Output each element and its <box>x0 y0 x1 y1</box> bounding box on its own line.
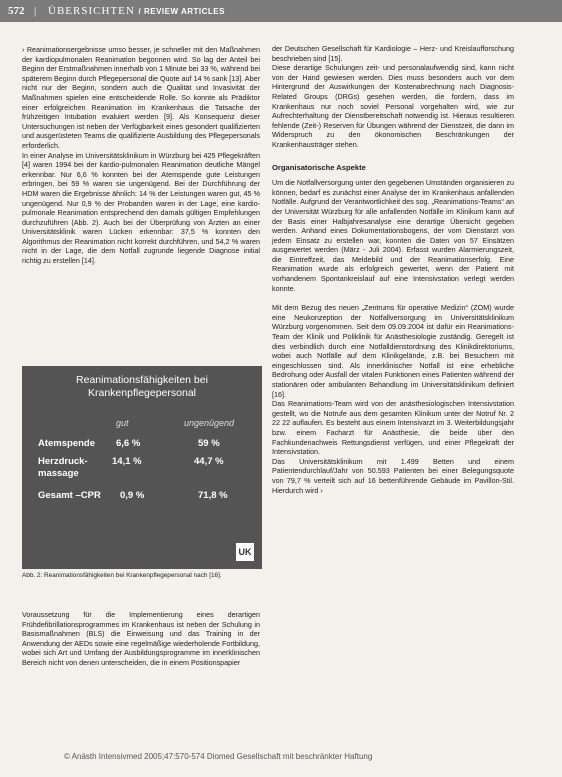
page-footer: © Anästh Intensivmed 2005;47:570-574 Diomed Gesellschaft mit beschränkter Haftung <box>64 752 373 761</box>
row-label-herzdruckmassage: Herzdruck- massage <box>38 456 88 479</box>
paragraph: Um die Notfallversorgung unter den gegebenen Umständen organisieren zu können, bedarf es zunächst einer Analyse der im Krankenhaus anfallenden Notfälle. Aufgrund der Verantwortlichkeit des sog. „Reanimations-Teams“ an der Universität Würzburg für alle anfallenden Notfälle im Klinikum kann auf der Basis einer Halbjahresanalyse eine derartige Übersicht gegeben werden. Anhand eines Dokumentationsbogens, der vom Dienstarzt von jedem Einsatz zu erstellen war, konnten die Daten von 57 Einsätzen ausgewertet werden (März - Juli 2004). Erfasst wurden Alarmierungszeit, die Eintreffzeit, das Meldebild und der Reanimationserfolg. Eine Reanimation wurde als erfolgreich gewertet, wenn der Patient mit vorhandenem Spontankreislauf auf eine Intensivstation verlegt werden konnte. <box>272 178 514 293</box>
row-value-bad: 59 % <box>198 438 220 449</box>
section-title: ÜBERSICHTEN / REVIEW ARTICLES <box>48 5 225 17</box>
column-header-bad: ungenügend <box>184 418 235 428</box>
row-value-bad: 71,8 % <box>198 490 228 501</box>
row-value-bad: 44,7 % <box>194 456 224 467</box>
figure-title: Reanimationsfähigkeiten bei Krankenpflegepersonal <box>76 374 208 399</box>
paragraph: Mit dem Bezug des neuen „Zentrums für operative Medizin“ (ZOM) wurde eine Neukonzeption der Notfallversorgung im Universitätsklinikum Würzburg vorgenommen. Seit dem 09.09.2004 ist dafür ein Reanimations-Team der Klinik und Poliklinik für Anästhesiologie zuständig. Geregelt ist dies verbindlich durch eine Notfalldienstordnung des Klinikdirektoriums, wobei auch Notfälle auf dem Klinikgelände, z.B. bei Besuchern mit eingeschlossen sind. Als innerklinischer Notfall ist eine erhebliche Bedrohung oder Ausfall der vitalen Funktionen eines Patienten während der stationären oder ambulanten Behandlung im Universitätsklinikum definiert [16]. <box>272 303 514 399</box>
row-label-atemspende: Atemspende <box>38 438 96 449</box>
left-column <box>22 45 260 266</box>
right-column <box>272 44 514 495</box>
page-header <box>0 0 562 22</box>
row-label-gesamt-cpr: Gesamt –CPR <box>38 490 101 501</box>
left-column-continued <box>22 610 260 668</box>
header-separator: | <box>34 5 37 17</box>
paragraph: Voraussetzung für die Implementierung eines derartigen Frühdefibrillationsprogrammes im Krankenhaus ist neben der Schulung in Basismaßnahmen (BLS) die Einweisung und das Training in der Anwendung der AEDs sowie eine regelmäßige wiederholende Fortbildung, wobei sich Art und Umfang der Ausbildungsprogramme im innerklinischen Bereich nicht von denen unterscheiden, die in einem Positionspapier <box>22 610 260 667</box>
paragraph: In einer Analyse im Universitätsklinikum in Würzburg bei 425 Pflegekräften [4] waren 1994 bei der kardio-pulmonalen Reanimation deutliche Mängel erkennbar. Nur 6,6 % konnten bei der Atemspende gute Leistungen erbringen, bei 59 % waren sie ungenügend. Bei der Durchführung der HDM waren die Ergebnisse ähnlich: 14 % der Leistungen waren gut, 45 % ungenügend. Nur 0,9 % der Probanden waren in der Lage, eine kardio-pulmonale Reanimation entsprechend den damals gültigen Empfehlungen durchzuführen (Abb. 2). Auch bei der Überprüfung von Ärzten an einer Universitätsklinik waren Lücken erkennbar: 37,5 % konnten den Algorithmus der Reanimation nicht korrekt durchführen, und 54,2 % waren nicht in der Lage, die dem Notfall zugrunde liegende Diagnose initial richtig zu erstellen [14]. <box>22 150 260 266</box>
paragraph: Das Universitätsklinikum mit 1.499 Betten und einem Patientendurchlauf/Jahr von 50.593 Patienten bei einer Belegungsquote von 79,7 % verteilt sich auf 16 bettenführende Gebäude im Pavillon-Stil. Hierdurch wird › <box>272 456 514 495</box>
paragraph: Das Reanimations-Team wird von der anästhesiologischen Intensivstation gestellt, wo die Notrufe aus dem gesamten Klinikum unter der Notruf Nr. 2 22 22 auflaufen. Es besteht aus einem Intensivarzt im 3. Weiterbildungsjahr bzw. einem Facharzt für Anästhesie, die beide über den Fachkundenachweis Rettungsdienst verfügen, und einer Pflegekraft der Intensivstation. <box>272 399 514 457</box>
section-heading: Organisatorische Aspekte <box>272 162 366 172</box>
row-value-good: 14,1 % <box>112 456 142 467</box>
figure-reanimation-skills <box>22 366 262 569</box>
page-number: 572 <box>8 5 25 17</box>
paragraph: Diese derartige Schulungen zeit- und personalaufwendig sind, kann nicht von der Hand gewiesen werden. Dies muss besonders auch vor dem Hintergrund der Auswirkungen der Kostenabrechnung nach Diagnosis-Related Groups (DRGs) gesehen werden, die fordern, dass im Krankenhaus nur noch soviel Personal vorgehalten wird, wie zur Aufrechterhaltung der Dienstbereitschaft notwendig ist. Hieraus resultieren fehlende (Zeit-) Reserven für Übungen während der Dienstzeit, die dann im Widerspruch zu den ökonomischen Beschränkungen der Krankenhausträger stehen. <box>272 63 514 149</box>
paragraph: der Deutschen Gesellschaft für Kardiologie – Herz- und Kreislaufforschung beschrieben sind [15]. <box>272 44 514 63</box>
row-value-good: 0,9 % <box>120 490 145 501</box>
row-value-good: 6,6 % <box>116 438 141 449</box>
subsection-title: / REVIEW ARTICLES <box>138 7 225 16</box>
column-header-good: gut <box>116 418 129 428</box>
university-logo: UK <box>236 543 254 561</box>
paragraph: › Reanimationsergebnisse umso besser, je schneller mit den Maßnahmen der kardiopulmonalen Reanimation begonnen wird. So lag der Anteil bei Beginn der Erstmaßnahmen innerhalb von 1 Minute bei 33 %, während bei späterem Beginn durch Pflegepersonal die Quote auf 14 % sank [13]. Aber nicht nur der Beginn, sondern auch die Qualität und Invasivität der Maßnahmen spielen eine entscheidende Rolle. So konnte als Prädiktor einer erfolgreichen Reanimation im Krankenhaus die Tatsache der frühzeitigen Intubation evaluiert werden [9]. Als Konsequenz dieser Untersuchungen ist neben der Verfügbarkeit eines gesondert qualifizierten und ausgerüsteten Teams die qualifizierte Ausbildung des Pflegepersonals erforderlich. <box>22 45 260 150</box>
figure-caption: Abb. 2: Reanimationsfähigkeiten bei Krankenpflegepersonal nach [16]. <box>22 572 222 579</box>
